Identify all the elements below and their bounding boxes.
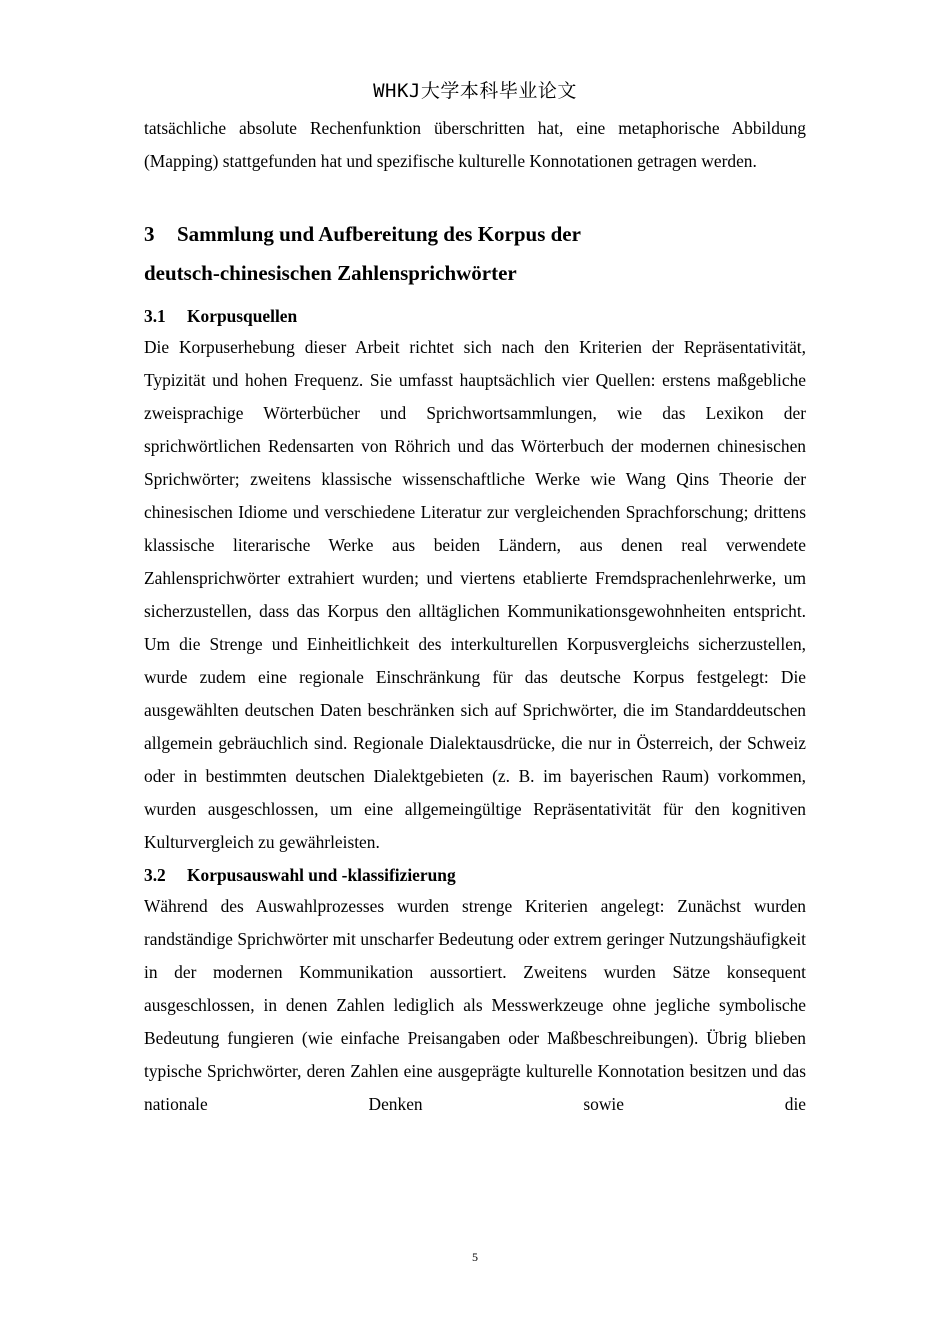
page-content	[144, 112, 806, 1121]
chapter-number: 3	[144, 222, 155, 246]
chapter-heading	[144, 215, 806, 292]
chapter-title-line2: deutsch-chinesischen Zahlensprichwörter	[144, 260, 517, 285]
section-number: 3.2	[144, 865, 166, 885]
intro-paragraph: tatsächliche absolute Rechenfunktion überschritten hat, eine metaphorische Abbildung (Mapping) stattgefunden hat und spezifische kulturelle Konnotationen getragen werden.	[144, 118, 806, 171]
section-heading-3-2	[144, 860, 806, 890]
section-number: 3.1	[144, 306, 166, 326]
running-header: WHKJ大学本科毕业论文	[373, 80, 577, 102]
chapter-title-line1: Sammlung und Aufbereitung des Korpus der	[177, 222, 581, 246]
section-paragraph-3-1: Die Korpuserhebung dieser Arbeit richtet sich nach den Kriterien der Repräsentativität, Typizität und hohen Frequenz. Sie umfasst hauptsächlich vier Quellen: erstens maßgebliche zweisprachige Wörterbücher und Sprichwortsammlungen, wie das Lexikon der sprichwörtlichen Redensarten von Röhrich und das Wörterbuch der modernen chinesischen Sprichwörter; zweitens klassische wissenschaftliche Werke wie Wang Qins Theorie der chinesischen Idiome und verschiedene Literatur zur vergleichenden Sprachforschung; drittens klassische literarische Werke aus beiden Ländern, aus denen real verwendete Zahlensprichwörter extrahiert wurden; und viertens etablierte Fremdsprachenlehrwerke, um sicherzustellen, dass das Korpus den alltäglichen Kommunikationsgewohnheiten entspricht. Um die Strenge und Einheitlichkeit des interkulturellen Korpusvergleichs sicherzustellen, wurde zudem eine regionale Einschränkung für das deutsche Korpus festgelegt: Die ausgewählten deutschen Daten beschränken sich auf Sprichwörter, die im Standarddeutschen allgemein gebräuchlich sind. Regionale Dialektausdrücke, die nur in Österreich, der Schweiz oder in bestimmten deutschen Dialektgebieten (z. B. im bayerischen Raum) vorkommen, wurden ausgeschlossen, um eine allgemeingültige Repräsentativität für den kognitiven Kulturvergleich zu gewährleisten.	[144, 337, 806, 852]
section-title: Korpusquellen	[187, 306, 298, 326]
page-number: 5	[472, 1250, 478, 1264]
section-paragraph-3-2: Während des Auswahlprozesses wurden strenge Kriterien angelegt: Zunächst wurden randständige Sprichwörter mit unscharfer Bedeutung oder extrem geringer Nutzungshäufigkeit in der modernen Kommunikation aussortiert. Zweitens wurden Sätze konsequent ausgeschlossen, in denen Zahlen lediglich als Messwerkzeuge ohne jegliche symbolische Bedeutung fungieren (wie einfache Preisangaben oder Maßbeschreibungen). Übrig blieben typische Sprichwörter, deren Zahlen eine ausgeprägte kulturelle Konnotation besitzen und das nationale Denken sowie die	[144, 896, 806, 1114]
section-heading-3-1	[144, 301, 806, 331]
section-title: Korpusauswahl und -klassifizierung	[187, 865, 456, 885]
